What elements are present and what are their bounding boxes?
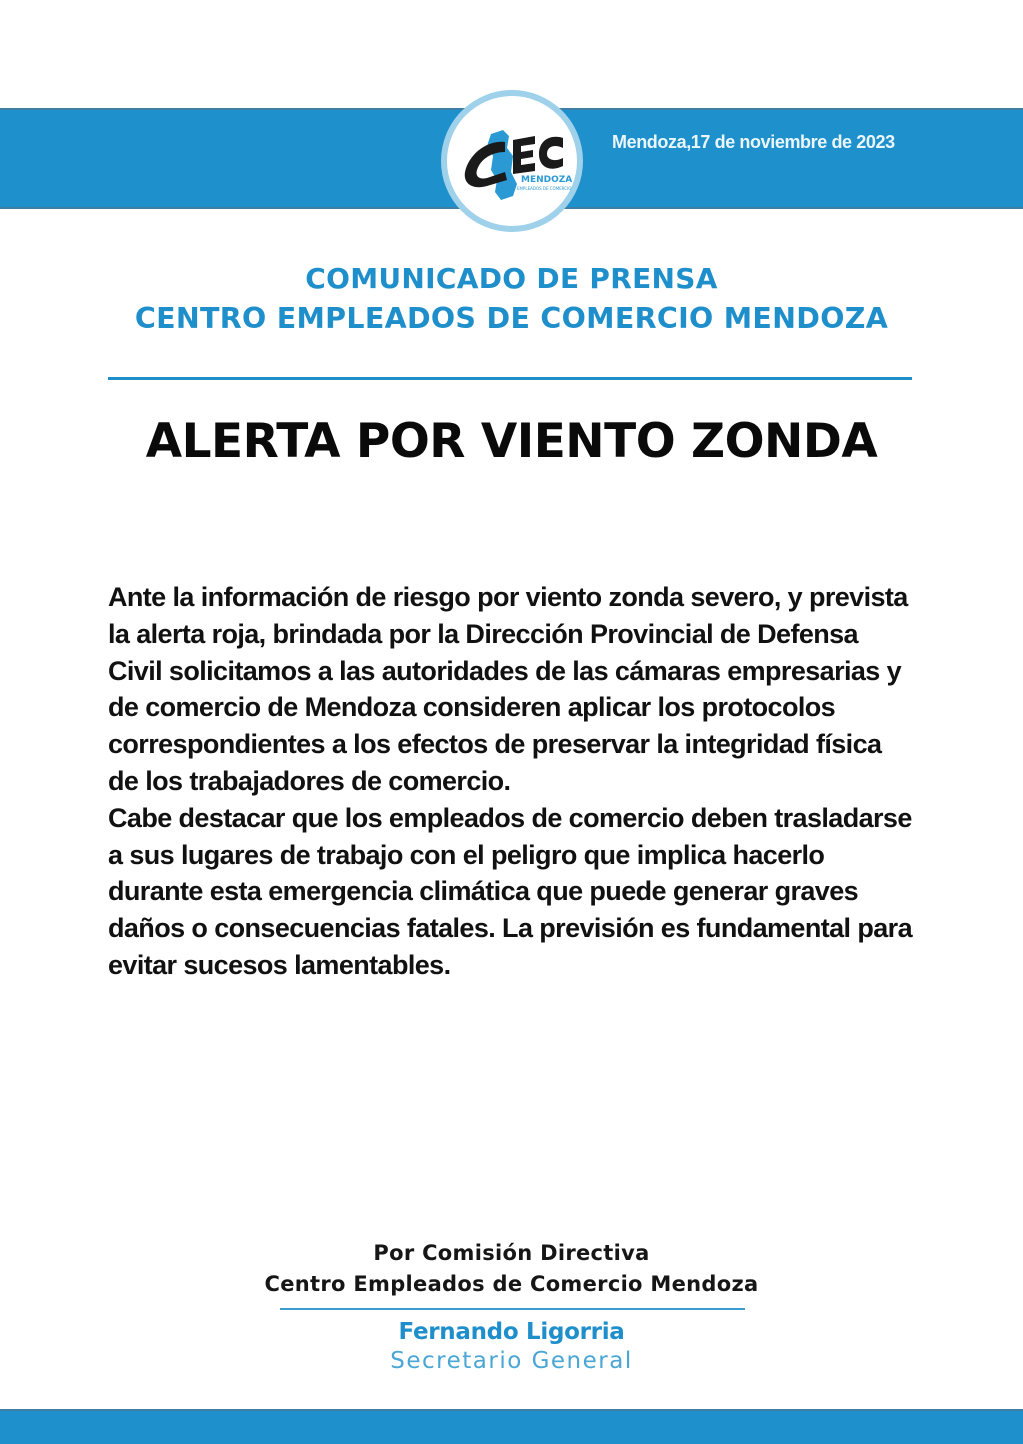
signature-divider	[280, 1308, 745, 1310]
body-line: la alerta roja, brindada por la Dirección Provincial de Defensa	[108, 618, 858, 649]
body-line: daños o consecuencias fatales. La previsión es fundamental para	[108, 913, 912, 944]
body-line: Ante la información de riesgo por viento zonda severo, y prevista	[108, 582, 908, 612]
cec-mendoza-logo-icon	[447, 96, 577, 226]
signature-organization: Centro Empleados de Comercio Mendoza	[264, 1272, 759, 1296]
signature-commission: Por Comisión Directiva	[373, 1241, 650, 1265]
body-line: evitar sucesos lamentables.	[108, 949, 451, 980]
body-paragraph	[108, 579, 938, 984]
logo-badge	[441, 90, 583, 232]
footer-bar	[0, 1409, 1023, 1444]
alert-title: ALERTA POR VIENTO ZONDA	[145, 414, 878, 469]
signature-name: Fernando Ligorria	[398, 1319, 625, 1345]
signature-role: Secretario General	[390, 1348, 633, 1374]
body-line: correspondientes a los efectos de preservar la integridad física	[108, 729, 882, 760]
body-line: Cabe destacar que los empleados de comercio deben trasladarse	[108, 802, 912, 833]
body-line: de los trabajadores de comercio.	[108, 765, 511, 796]
press-release-heading: COMUNICADO DE PRENSA	[305, 262, 718, 295]
logo-mendoza-text: MENDOZA	[521, 175, 573, 185]
logo-tagline-text: CENTRO EMPLEADOS DE COMERCIO	[499, 186, 572, 191]
body-line: durante esta emergencia climática que puede generar graves	[108, 876, 859, 907]
date-text: Mendoza,17 de noviembre de 2023	[612, 132, 895, 152]
organization-heading: CENTRO EMPLEADOS DE COMERCIO MENDOZA	[134, 302, 889, 335]
body-line: de comercio de Mendoza consideren aplicar los protocolos	[108, 692, 836, 723]
body-line: Civil solicitamos a las autoridades de las cámaras empresarias y	[108, 655, 902, 686]
divider	[108, 377, 912, 380]
body-line: a sus lugares de trabajo con el peligro que implica hacerlo	[108, 839, 825, 870]
